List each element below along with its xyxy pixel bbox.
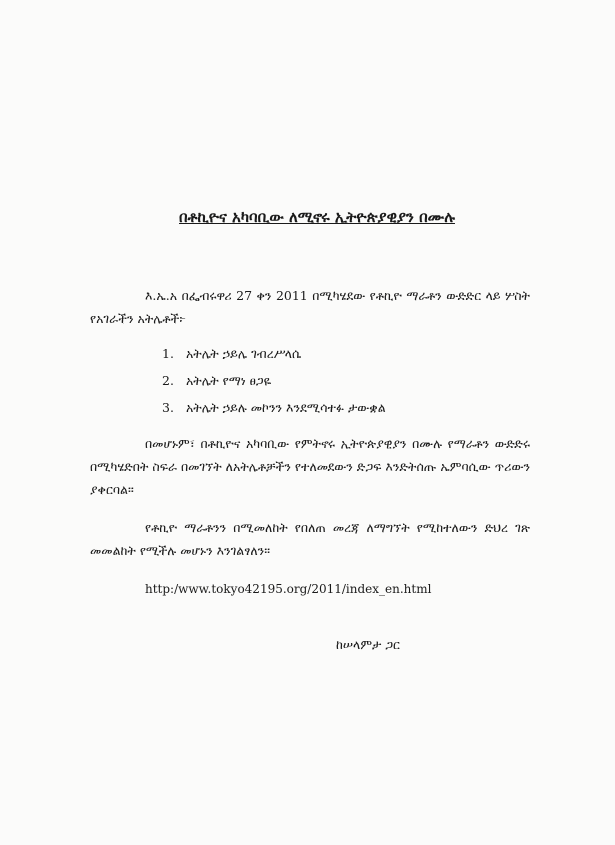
list-item-number: 1. — [162, 346, 174, 361]
list-item — [162, 373, 386, 400]
closing-salutation: ከሠላምታ ጋር — [336, 637, 400, 652]
document-title: በቶኪዮና አካባቢው ለሚኖሩ ኢትዮጵያዊያን በሙሉ — [179, 208, 455, 226]
paragraph-more-info: የቶኪዮ ማራቶንን በሚመለከት የበለጠ መረጃ ለማግኘት የሚከተለውን ድህረ ገጽ መመልከት የሚችሉ መሆኑን እንገልፃለን፡፡ — [90, 520, 530, 558]
list-item-number: 2. — [162, 373, 174, 388]
list-item-text: አትሌት ኃይሌ ገብረሥላሴ — [185, 346, 302, 361]
athlete-list — [162, 346, 386, 427]
website-url: http:/www.tokyo42195.org/2011/index_en.html — [145, 582, 432, 596]
list-item-number: 3. — [162, 400, 174, 415]
list-item — [162, 346, 386, 373]
paragraph-intro: እ.ኤ.አ በፌብሩዋሪ 27 ቀን 2011 በሚካሄደው የቶኪዮ ማራቶን ውድድር ላይ ሦስት የአገራችን አትሌቶች፦ — [90, 288, 530, 326]
list-item-text: አትሌት የማነ ፀጋዬ — [185, 373, 272, 388]
list-item-text: አትሌት ኃይሉ መኮንን እንደሚሳተፉ ታውቋል — [185, 400, 386, 415]
list-item — [162, 400, 386, 427]
paragraph-call-to-action: በመሆኑም፣ በቶኪዮና አካባቢው የምትኖሩ ኢትዮጵያዊያን በሙሉ የማራቶን ውድድሩ በሚካሄድበት ስፍራ በመገኘት ለአትሌቶቻችን የተለመደውን ድጋፍ እንድትሰጡ ኤምባሲው ጥሪውን ያቀርባል፡፡ — [90, 436, 530, 497]
